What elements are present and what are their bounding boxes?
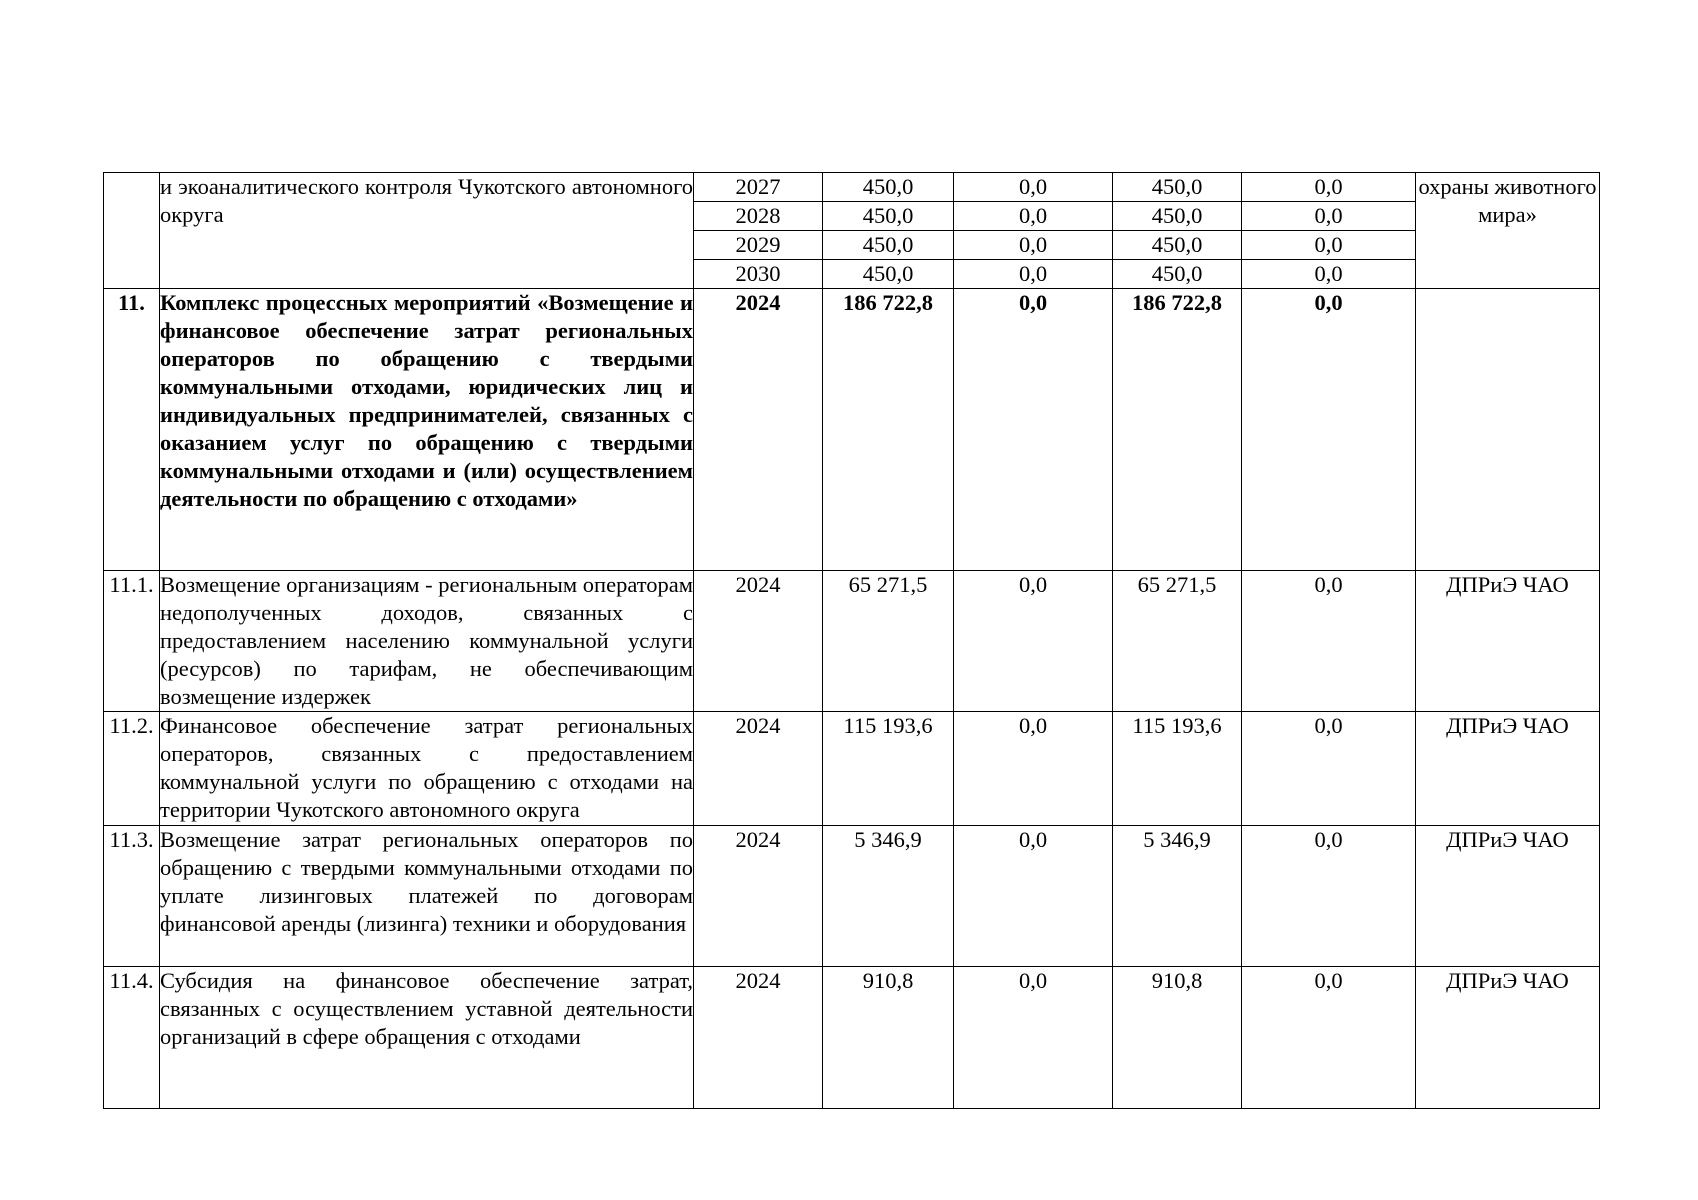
program-table xyxy=(103,172,1600,1109)
total-cell: 450,0 xyxy=(823,231,954,260)
total-cell: 186 722,8 xyxy=(823,289,954,571)
federal-cell: 0,0 xyxy=(954,712,1113,826)
year-cell: 2024 xyxy=(694,289,823,571)
row-number-cell: 11.4. xyxy=(104,967,160,1109)
regional-cell: 450,0 xyxy=(1113,202,1242,231)
federal-cell: 0,0 xyxy=(954,173,1113,202)
total-cell: 450,0 xyxy=(823,202,954,231)
row-number-cell: 11.1. xyxy=(104,571,160,712)
year-cell: 2028 xyxy=(694,202,823,231)
table-row xyxy=(104,826,1600,967)
total-cell: 5 346,9 xyxy=(823,826,954,967)
row-name-cell: Субсидия на финансовое обеспечение затрат, связанных с осуществлением уставной деятельности организаций в сфере обращения с отходами xyxy=(160,967,694,1109)
regional-cell: 5 346,9 xyxy=(1113,826,1242,967)
regional-cell: 115 193,6 xyxy=(1113,712,1242,826)
regional-cell: 65 271,5 xyxy=(1113,571,1242,712)
regional-cell: 910,8 xyxy=(1113,967,1242,1109)
executor-cell xyxy=(1416,289,1600,571)
table-row xyxy=(104,289,1600,571)
other-cell: 0,0 xyxy=(1242,260,1416,289)
federal-cell: 0,0 xyxy=(954,289,1113,571)
regional-cell: 186 722,8 xyxy=(1113,289,1242,571)
row-name-cell: и экоаналитического контроля Чукотского автономного округа xyxy=(160,173,694,289)
year-cell: 2024 xyxy=(694,712,823,826)
other-cell: 0,0 xyxy=(1242,173,1416,202)
federal-cell: 0,0 xyxy=(954,826,1113,967)
executor-cell: ДПРиЭ ЧАО xyxy=(1416,571,1600,712)
year-cell: 2027 xyxy=(694,173,823,202)
federal-cell: 0,0 xyxy=(954,967,1113,1109)
other-cell: 0,0 xyxy=(1242,826,1416,967)
year-cell: 2024 xyxy=(694,571,823,712)
executor-cell: ДПРиЭ ЧАО xyxy=(1416,967,1600,1109)
executor-cell: охраны животного мира» xyxy=(1416,173,1600,289)
total-cell: 450,0 xyxy=(823,260,954,289)
row-number-cell: 11.2. xyxy=(104,712,160,826)
total-cell: 450,0 xyxy=(823,173,954,202)
table-row xyxy=(104,571,1600,712)
other-cell: 0,0 xyxy=(1242,202,1416,231)
other-cell: 0,0 xyxy=(1242,967,1416,1109)
executor-cell: ДПРиЭ ЧАО xyxy=(1416,712,1600,826)
regional-cell: 450,0 xyxy=(1113,231,1242,260)
table-row xyxy=(104,967,1600,1109)
regional-cell: 450,0 xyxy=(1113,260,1242,289)
other-cell: 0,0 xyxy=(1242,571,1416,712)
table-row xyxy=(104,173,1600,202)
row-name-cell: Комплекс процессных мероприятий «Возмещение и финансовое обеспечение затрат региональных операторов по обращению с твердыми коммунальными отходами, юридических лиц и индивидуальных предпринимателей, связанных с оказанием услуг по обращению с твердыми коммунальными отходами и (или) осуществлением деятельности по обращению с отходами» xyxy=(160,289,694,571)
year-cell: 2029 xyxy=(694,231,823,260)
year-cell: 2024 xyxy=(694,826,823,967)
federal-cell: 0,0 xyxy=(954,231,1113,260)
row-number-cell: 11.3. xyxy=(104,826,160,967)
year-cell: 2030 xyxy=(694,260,823,289)
total-cell: 910,8 xyxy=(823,967,954,1109)
other-cell: 0,0 xyxy=(1242,289,1416,571)
regional-cell: 450,0 xyxy=(1113,173,1242,202)
federal-cell: 0,0 xyxy=(954,260,1113,289)
total-cell: 65 271,5 xyxy=(823,571,954,712)
total-cell: 115 193,6 xyxy=(823,712,954,826)
row-name-cell: Финансовое обеспечение затрат региональных операторов, связанных с предоставлением коммунальной услуги по обращению с отходами на территории Чукотского автономного округа xyxy=(160,712,694,826)
row-name-cell: Возмещение затрат региональных операторов по обращению с твердыми коммунальными отходами по уплате лизинговых платежей по договорам финансовой аренды (лизинга) техники и оборудования xyxy=(160,826,694,967)
other-cell: 0,0 xyxy=(1242,231,1416,260)
row-name-cell: Возмещение организациям - региональным операторам недополученных доходов, связанных с предоставлением населению коммунальной услуги (ресурсов) по тарифам, не обеспечивающим возмещение издержек xyxy=(160,571,694,712)
year-cell: 2024 xyxy=(694,967,823,1109)
federal-cell: 0,0 xyxy=(954,202,1113,231)
other-cell: 0,0 xyxy=(1242,712,1416,826)
row-number-cell xyxy=(104,173,160,289)
row-number-cell: 11. xyxy=(104,289,160,571)
executor-cell: ДПРиЭ ЧАО xyxy=(1416,826,1600,967)
table-row xyxy=(104,712,1600,826)
federal-cell: 0,0 xyxy=(954,571,1113,712)
